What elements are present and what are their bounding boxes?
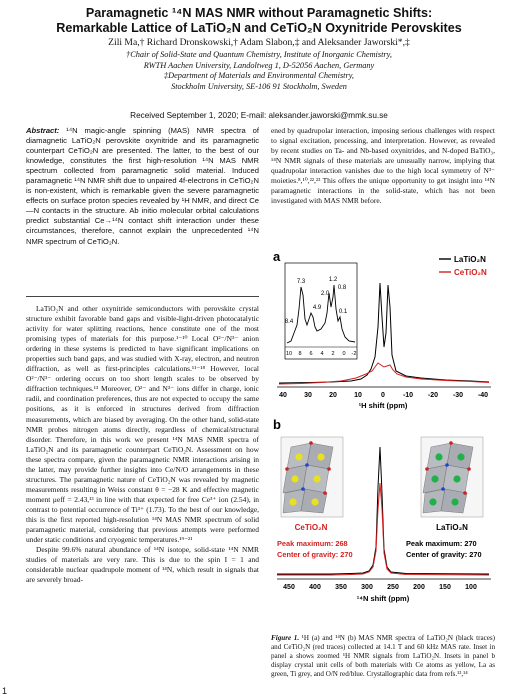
inset-tick-label: 8 xyxy=(298,351,302,357)
caption-label: Figure 1. xyxy=(271,634,300,642)
panel-a-label: a xyxy=(273,249,281,264)
la-center-of-gravity: Center of gravity: 270 xyxy=(406,550,482,559)
panel-a-tick-label: 20 xyxy=(329,392,337,399)
figure-caption xyxy=(271,634,495,696)
body-paragraph-2: Despite 99.6% natural abundance of ¹⁴N isotope, solid-state ¹⁴N NMR studies of materials are very rare. This is due to the spin I = 1 and considerable nuclear quadrupole moment of ¹⁴N, which result in signals that are severely broad- xyxy=(26,545,259,585)
title-line-2: Remarkable Lattice of LaTiO₂N and CeTiO₂N Oxynitride Perovskites xyxy=(56,21,462,35)
legend-la: LaTiO₂N xyxy=(454,255,486,264)
inset-tick-label: 2 xyxy=(331,351,335,357)
spectrum-h1-ce xyxy=(279,363,489,384)
inset-peak-label: 7.3 xyxy=(296,279,306,285)
inset-peak-label: 0.1 xyxy=(338,309,348,315)
inset-tick-label: -2 xyxy=(351,351,357,357)
inset-tick-label: 4 xyxy=(320,351,324,357)
authors: Zili Ma,† Richard Dronskowski,† Adam Slabon,‡ and Aleksander Jaworski*,‡ xyxy=(108,37,410,48)
la-crystal-label: LaTiO₂N xyxy=(436,523,468,532)
panel-a-tick-label: 0 xyxy=(381,392,385,399)
panel-a-tick-label: 40 xyxy=(279,392,287,399)
legend-ce: CeTiO₂N xyxy=(454,268,487,277)
body-left-column xyxy=(26,304,259,689)
page-number: 1 xyxy=(2,686,8,696)
panel-a-tick-label: -40 xyxy=(477,392,489,399)
ce-center-of-gravity: Center of gravity: 270 xyxy=(277,550,353,559)
panel-a-tick-label: -30 xyxy=(452,392,464,399)
affiliation-line-3: ‡Department of Materials and Environmental Chemistry, xyxy=(163,71,355,80)
panel-a-tick-label: -20 xyxy=(427,392,439,399)
abstract-label: Abstract: xyxy=(26,126,60,135)
inset-tick-label: 6 xyxy=(309,351,313,357)
panel-a-tick-label: 30 xyxy=(304,392,312,399)
received-line: Received September 1, 2020; E-mail: aleksander.jaworski@mmk.su.se xyxy=(130,111,388,120)
panel-b-tick-label: 300 xyxy=(361,584,373,591)
abstract-divider xyxy=(26,296,259,297)
panel-b-tick-label: 100 xyxy=(465,584,477,591)
panel-a-x-label: ¹H shift (ppm) xyxy=(358,401,408,410)
panel-b-label: b xyxy=(273,417,281,432)
panel-b-tick-label: 350 xyxy=(335,584,347,591)
inset-tick-label: 0 xyxy=(342,351,346,357)
panel-b-tick-label: 200 xyxy=(413,584,425,591)
caption-text: ¹H (a) and ¹⁴N (b) MAS NMR spectra of LaTiO₂N (black traces) and CeTiO₂N (red traces) collected at 14.1 T and 60 kHz MAS rate. Inset in panel a shows zoomed ¹H NMR signals from LaTiO₂N. Insets in panel b display crystal unit cells of both materials with Ce atoms as yellow, La as green, Ti grey, and O/N red/blue. Crystallographic data from refs.¹³,¹⁴ xyxy=(271,634,496,679)
abstract-text: ¹⁴N magic-angle spinning (MAS) NMR spectra of diamagnetic LaTiO₂N perovskite oxynitride and its paramagnetic counterpart CeTiO₂N are presented. The latter, to the best of our knowledge, constitutes the first high-resolution ¹⁴N MAS NMR spectrum collected from paramagnetic solid material. Induced paramagnetic ¹⁴N NMR shift due to unpaired 4f-electrons in CeTiO₂N is non-existent, which is remarkable given the severe paramagnetic effects on surface proton species revealed by ¹H NMR, and direct Ce—N contacts in the structure. Ab initio molecular orbital calculations predict substantial Ce→¹⁴N contact shift interaction under these circumstances, therefore, cannot explain the unprecedented ¹⁴N NMR spectrum of CeTiO₂N. xyxy=(26,126,259,246)
panel-b-x-label: ¹⁴N shift (ppm) xyxy=(356,594,410,603)
panel-a-tick-label: 10 xyxy=(354,392,362,399)
panel-b-tick-label: 250 xyxy=(387,584,399,591)
inset-peak-label: 0.8 xyxy=(337,285,347,291)
affiliation-line-2: RWTH Aachen University, Landoltweg 1, D-52056 Aachen, Germany xyxy=(143,60,375,70)
panel-a-tick-label: -10 xyxy=(402,392,414,399)
title-line-1: Paramagnetic ¹⁴N MAS NMR without Paramagnetic Shifts: xyxy=(85,6,433,20)
inset-peak-label: 8.4 xyxy=(284,319,294,325)
ce-peak-maximum: Peak maximum: 268 xyxy=(277,539,348,548)
inset-peak-label: 1.2 xyxy=(328,277,338,283)
figure-1 xyxy=(271,247,495,633)
la-peak-maximum: Peak maximum: 270 xyxy=(406,539,477,548)
body-right-column: ened by quadrupolar interaction, imposing serious challenges with respect to signal excitation, processing, and interpretation. However, as revealed by recent studies on Ta- and Nb-based oxynitrides, and N-doped BaTiO₃, ¹⁴N NMR signals of these materials are unusually narrow, implying that quadrupolar interaction vanishes due to the high local symmetry of N³⁻ moieties.⁸,¹⁰,²²,²³ This offers the unique opportunity to get insight into ¹⁴N paramagnetic interactions in the solid-state, which has not been investigated with MAS NMR before. xyxy=(271,126,495,206)
affiliation-line-4: Stockholm University, SE-106 91 Stockholm, Sweden xyxy=(171,81,347,91)
ce-crystal-label: CeTiO₂N xyxy=(294,523,328,532)
inset-peak-label: 4.9 xyxy=(312,305,322,311)
latio2n-unit-cell xyxy=(421,437,483,517)
panel-b-tick-label: 150 xyxy=(439,584,451,591)
paper-title xyxy=(0,6,518,36)
inset-tick-label: 10 xyxy=(285,351,293,357)
inset-peak-label: 2.0 xyxy=(320,291,330,297)
affiliation-line-1: †Chair of Solid-State and Quantum Chemistry, Institute of Inorganic Chemistry, xyxy=(126,50,392,59)
panel-b-tick-label: 400 xyxy=(309,584,321,591)
cetio2n-unit-cell xyxy=(281,437,343,517)
body-paragraph-1: LaTiO₂N and other oxynitride semiconductors with perovskite crystal structure exhibit favorable band gaps and visible-light-driven photocatalytic activity for water splitting reactions, hence constitute one of the most promising types of materials for this purpose.¹⁻¹⁰ Local O²⁻/N³⁻ anion ordering in these systems is predicted to have significant implications on properties such band gaps, and was studied with X-ray, electron, and neutron diffraction, as well as first-principles calculations.¹¹⁻¹⁸ However, local O²⁻/N³⁻ ordering occurs on too short length scales to be observed by diffraction techniques.¹³ Moreover, O²⁻ and N³⁻ ions differ in charge, ionic radii, and coordination preferences, thus are not expected to occupy the same positions, as it is enforced in structures derived from diffraction measurements, which are biased by averaging. On the other hand, solid-state NMR probes nitrogen atoms directly, regardless of chemical/structural disorder. Therefore, in this work we present ¹⁴N MAS NMR spectra of LaTiO₂N and its paramagnetic counterpart CeTiO₂N. Assessment on how these spectra compare, given the paramagnetic NMR interactions arising in the latter, may provide further insights into Ce/N/O arrangements in these structures. The paramagnetic nature of CeTiO₂N was revealed by magnetic measurements resulting in Weiss constant θ = −28 K and effective magnetic moment μeff = 2.43,¹³ in line with that expected for free Ce³⁺ ion (2.54), in contrast to potential occurrence of Ti³⁺ (1.73). To the best of our knowledge, this is the first reported high-resolution ¹⁴N MAS NMR spectrum of solid paramagnetic material, considering that previous attempts were performed under static conditions and cryogenic temperatures.¹⁹⁻²¹ xyxy=(26,304,259,545)
abstract xyxy=(26,126,259,304)
panel-b-tick-label: 450 xyxy=(283,584,295,591)
